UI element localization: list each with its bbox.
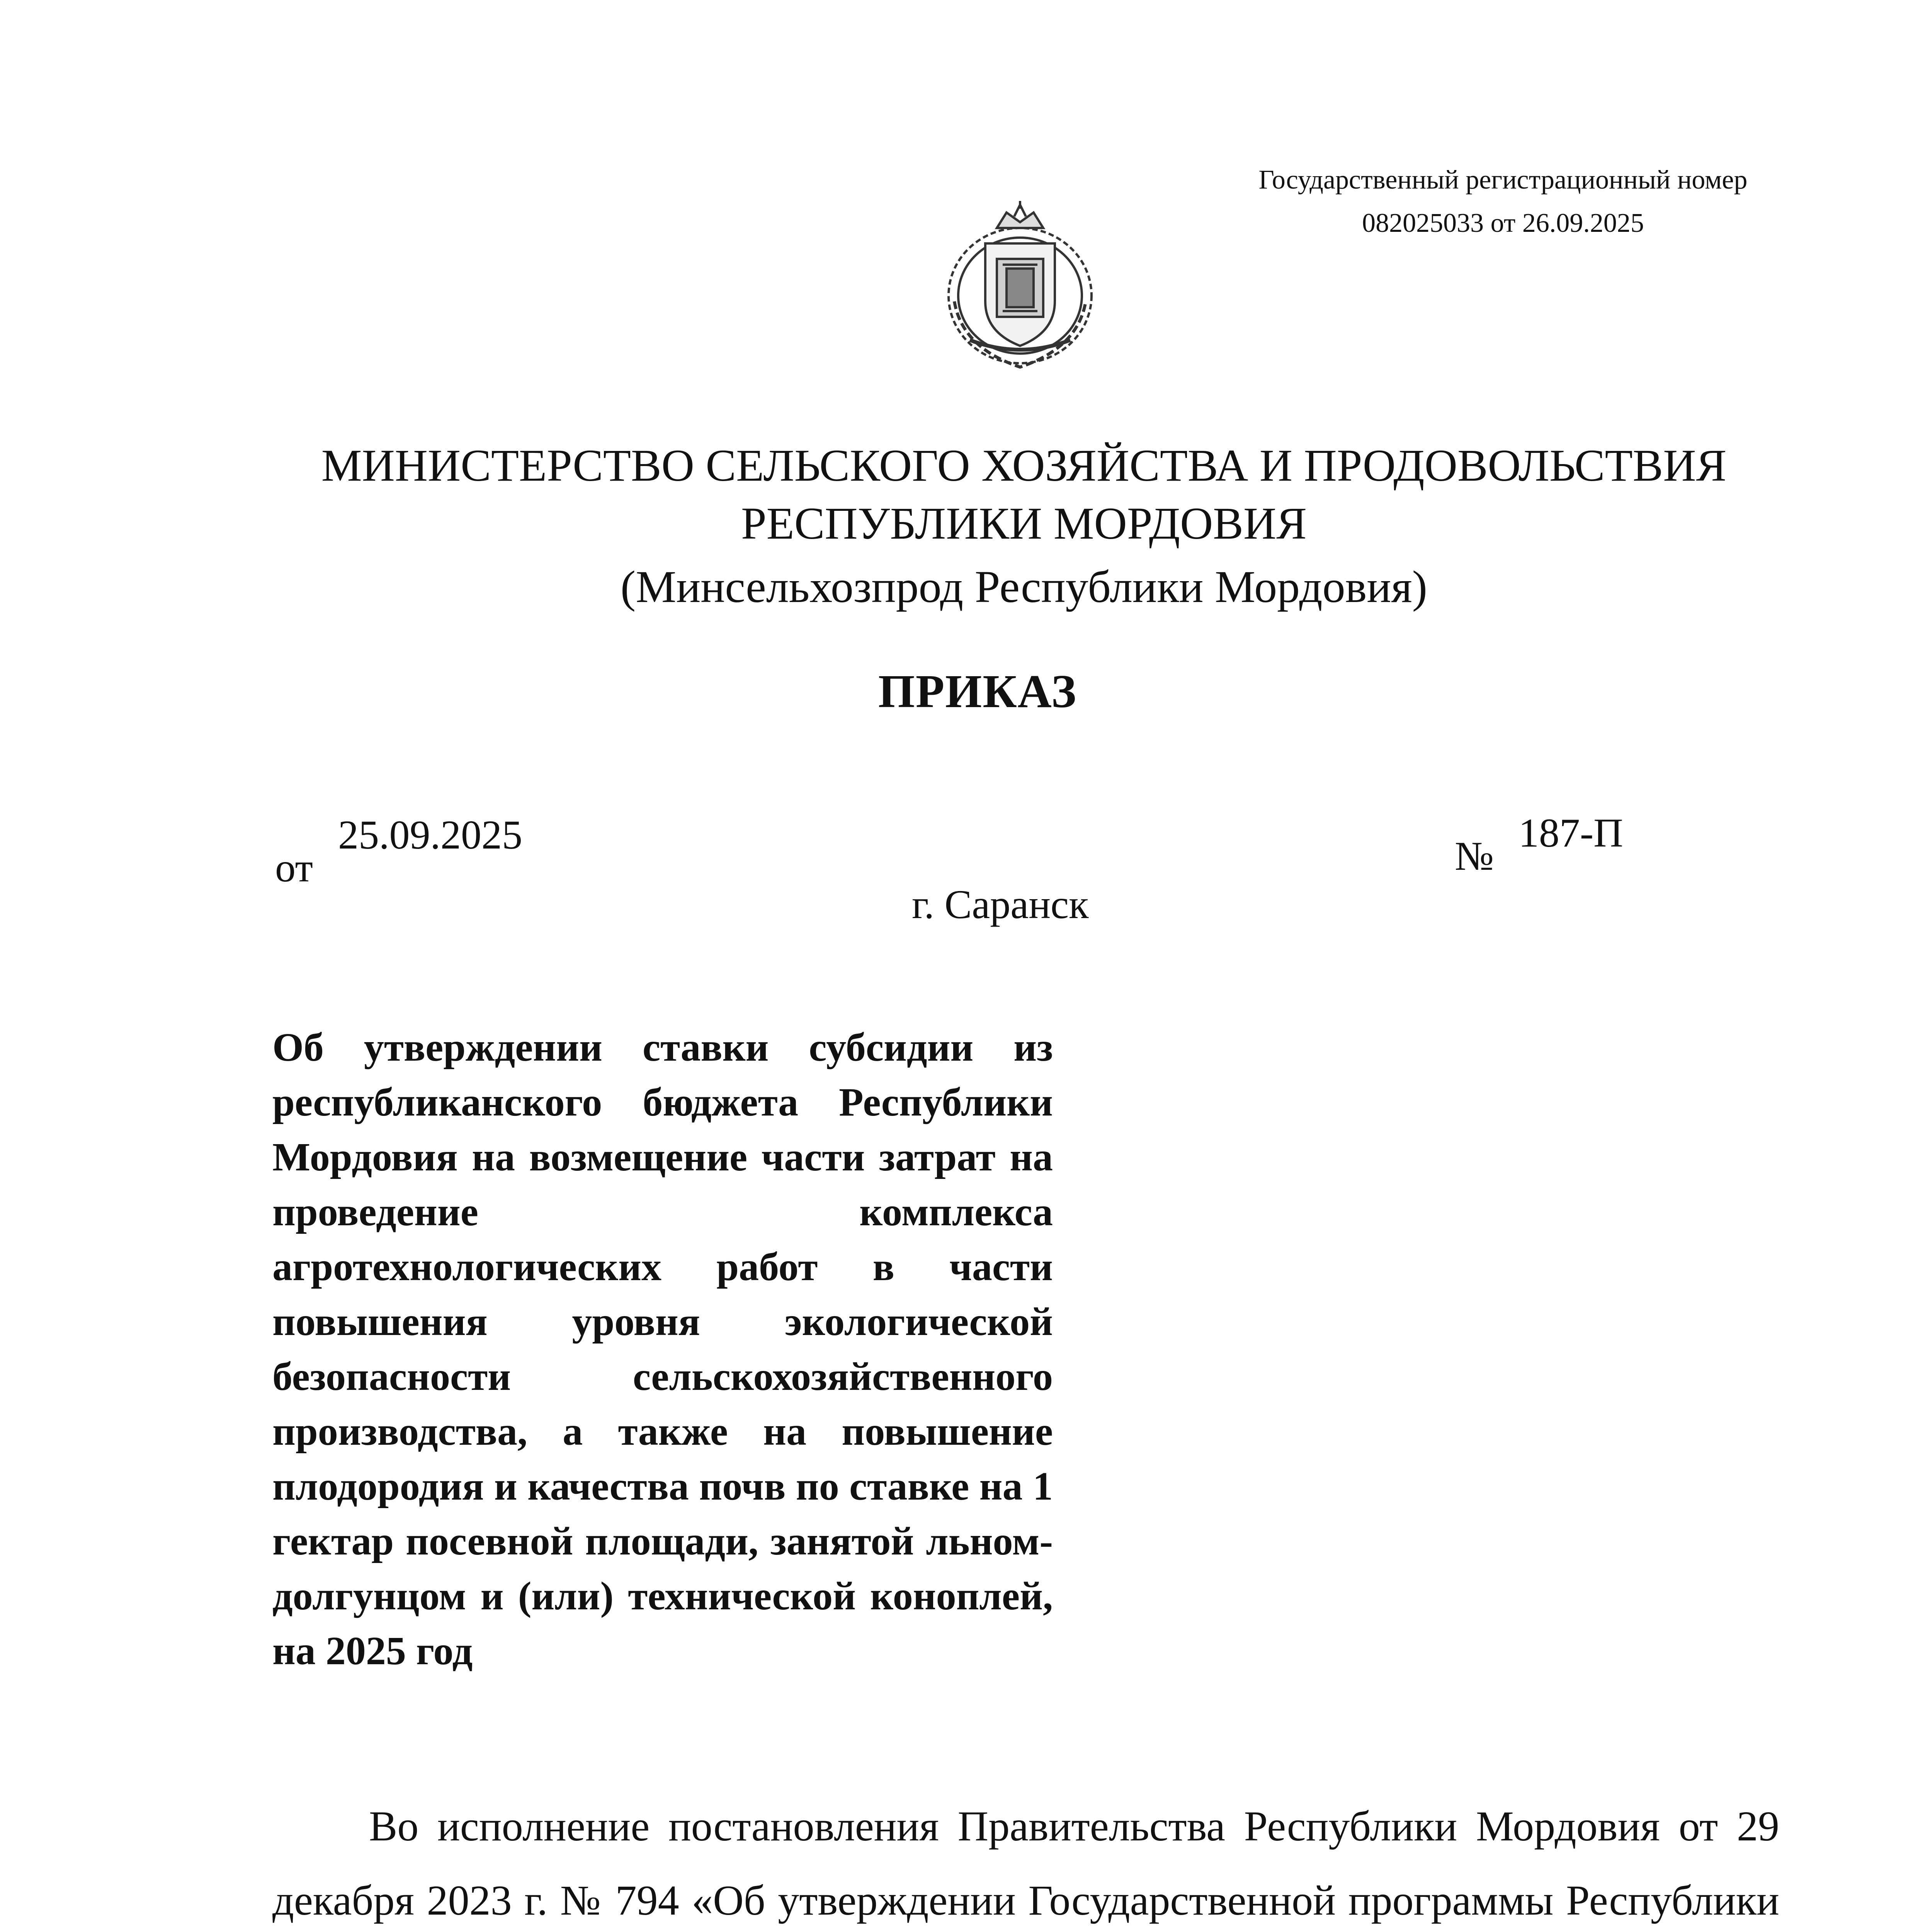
document-number: 187-П xyxy=(1518,810,1623,855)
ministry-short-name: (Минсельхозпрод Республики Мордовия) xyxy=(620,561,1428,612)
ministry-header xyxy=(232,437,1816,616)
registration-number-label: Государственный регистрационный номер xyxy=(1258,165,1748,195)
date-label: от xyxy=(275,845,313,890)
order-body xyxy=(272,1789,1779,1932)
document-type-title: ПРИКАЗ xyxy=(878,665,1077,718)
coat-of-arms-icon xyxy=(939,201,1101,371)
ministry-name-line2: РЕСПУБЛИКИ МОРДОВИЯ xyxy=(741,498,1307,549)
preamble-text: Во исполнение постановления Правительства Республики Мордовия от 29 декабря 2023 г. № 794 «Об утверждении Государственной программы Республики xyxy=(272,1803,1779,1924)
document-city: г. Саранск xyxy=(912,882,1089,927)
order-subject: Об утверждении ставки субсидии из республиканского бюджета Республики Мордовия на возмещение части затрат на проведение комплекса агротехнологических работ в части повышения уровня экологической безопасности сельскохозяйственного производства, а также на повышение плодородия и качества почв по ставке на 1 гектар посевной площади, занятой льном-долгунцом и (или) технической коноплей, на 2025 год xyxy=(272,1025,1053,1673)
ministry-name-line1: МИНИСТЕРСТВО СЕЛЬСКОГО ХОЗЯЙСТВА И ПРОДОВОЛЬСТВИЯ xyxy=(321,440,1727,491)
document-date: 25.09.2025 xyxy=(338,812,522,857)
registration-number xyxy=(1159,158,1847,245)
preamble-paragraph xyxy=(272,1789,1779,1932)
number-label: № xyxy=(1455,833,1494,879)
registration-number-value: 082025033 от 26.09.2025 xyxy=(1362,208,1644,238)
